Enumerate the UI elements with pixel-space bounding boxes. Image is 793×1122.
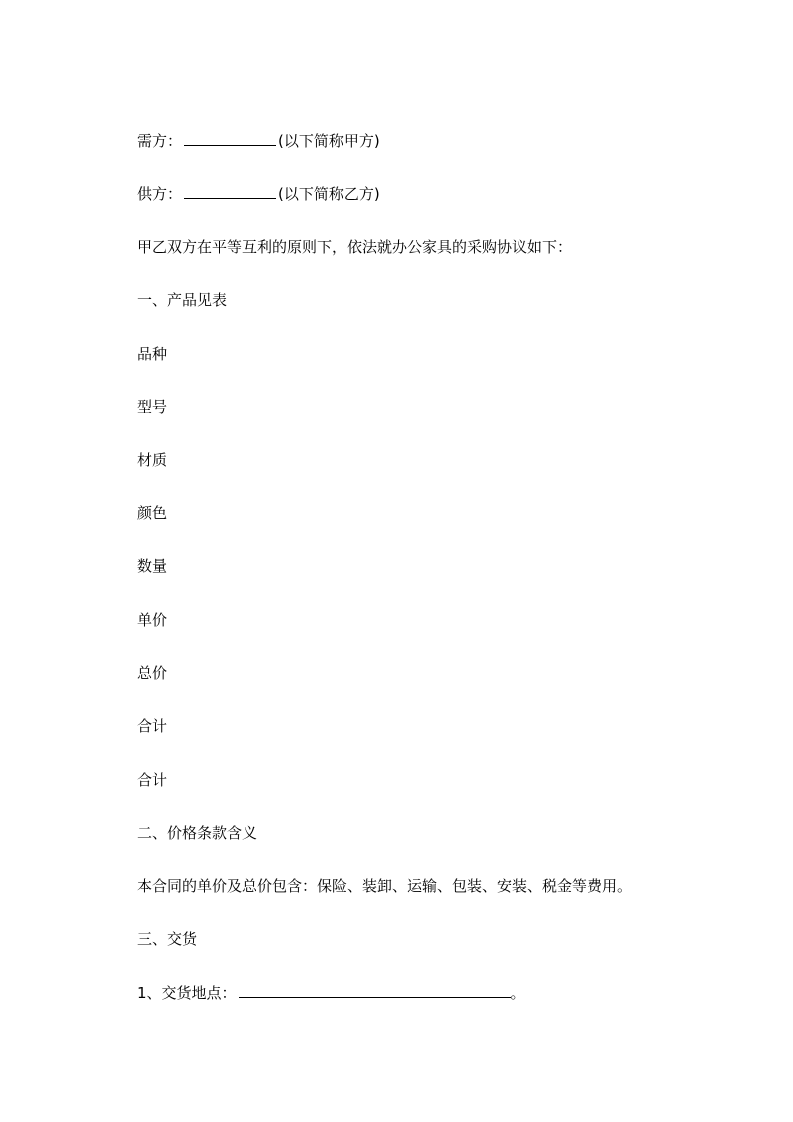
section-2-body: 本合同的单价及总价包含：保险、装卸、运输、包装、安装、税金等费用。 [137, 877, 633, 895]
intro-paragraph: 甲乙双方在平等互利的原则下，依法就办公家具的采购协议如下： [137, 238, 573, 256]
buyer-suffix: (以下简称甲方) [278, 132, 380, 150]
buyer-label: 需方： [137, 132, 183, 150]
field-color: 颜色 [137, 504, 168, 522]
field-total-price: 总价 [137, 664, 168, 682]
field-material: 材质 [137, 451, 168, 469]
delivery-place-line [137, 983, 526, 1003]
buyer-blank [184, 131, 276, 146]
section-3-title: 三、交货 [137, 930, 198, 948]
supplier-label: 供方： [137, 185, 183, 203]
section-2-title: 二、价格条款含义 [137, 824, 258, 842]
supplier-line [137, 184, 380, 204]
field-model: 型号 [137, 398, 168, 416]
delivery-place-label: 1、交货地点： [137, 984, 237, 1002]
buyer-line [137, 131, 380, 151]
supplier-suffix: (以下简称乙方) [278, 185, 380, 203]
section-1-title: 一、产品见表 [137, 291, 228, 309]
supplier-blank [184, 184, 276, 199]
field-unit-price: 单价 [137, 611, 168, 629]
field-sum-2: 合计 [137, 771, 168, 789]
field-variety: 品种 [137, 345, 168, 363]
delivery-place-suffix: 。 [510, 984, 526, 1002]
field-sum-1: 合计 [137, 717, 168, 735]
field-quantity: 数量 [137, 557, 168, 575]
delivery-place-blank [239, 983, 511, 998]
